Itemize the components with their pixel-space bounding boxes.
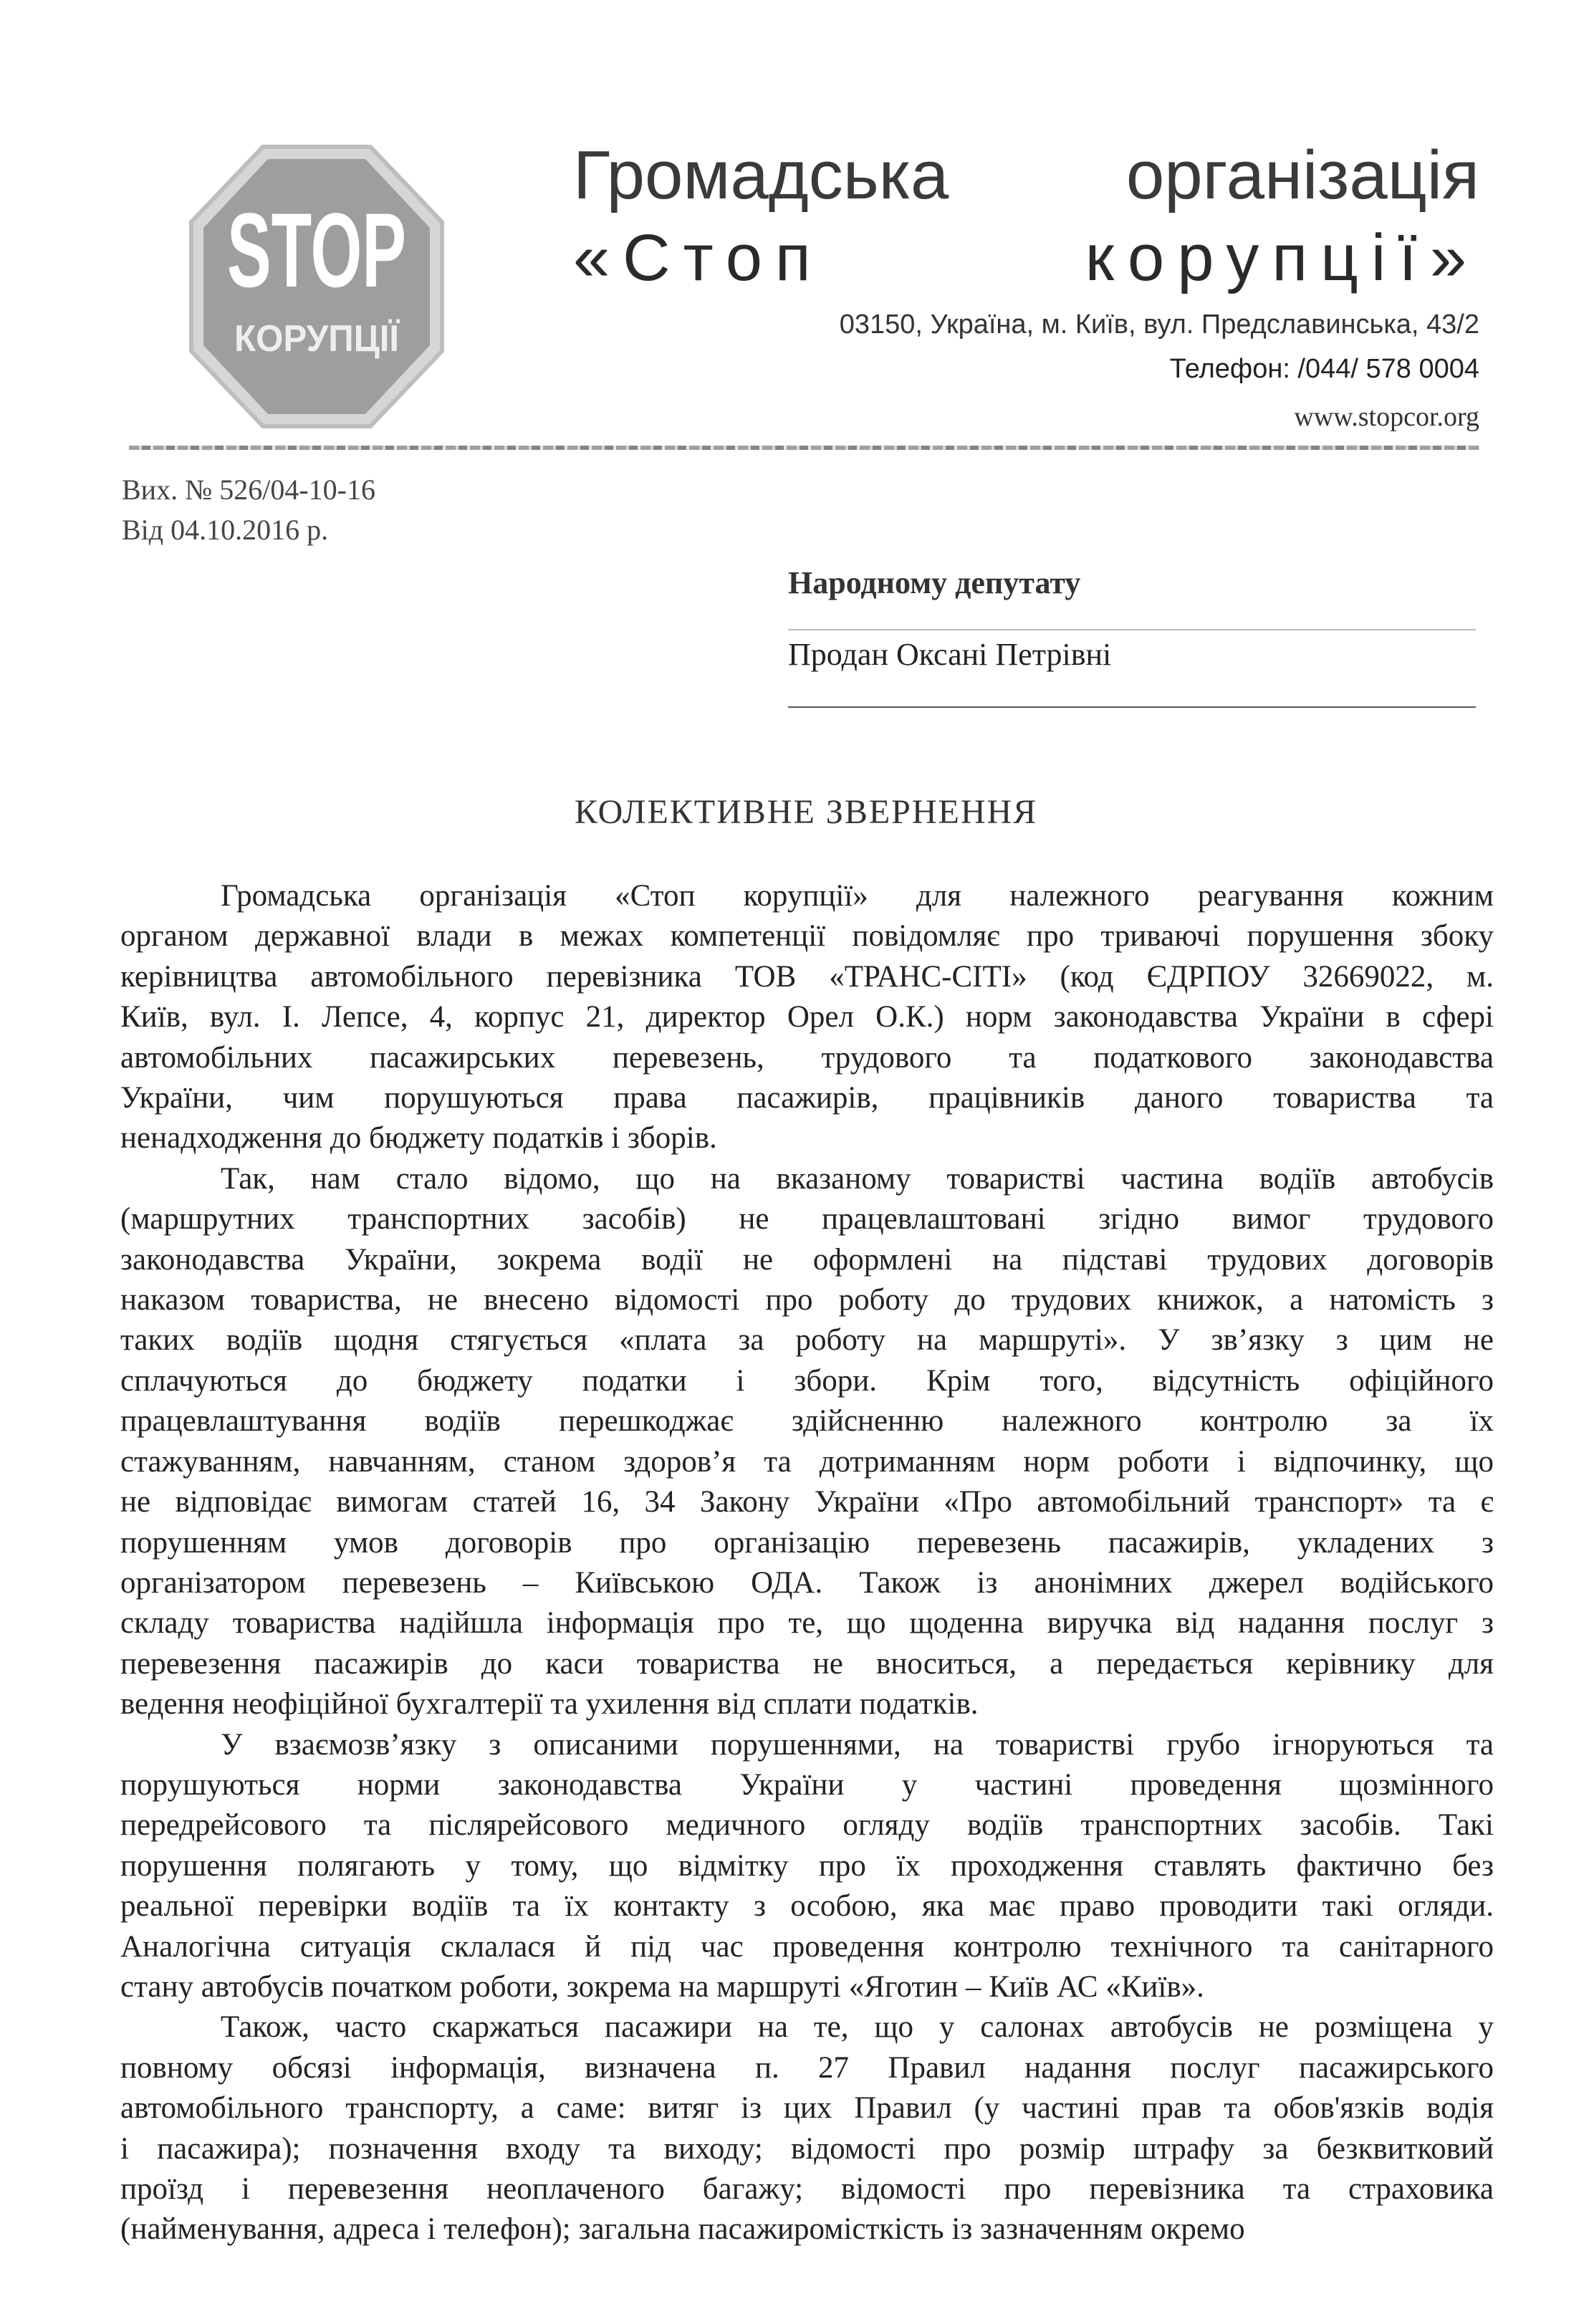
paragraph-line: стажуванням, навчанням, станом здоров’я та дотриманням норм роботи і відпочинку, що bbox=[120, 1444, 1494, 1479]
paragraph-line: сплачуються до бюджету податки і збори. Крім того, відсутність офіційного bbox=[120, 1363, 1494, 1398]
stop-corruption-logo bbox=[188, 143, 446, 430]
outgoing-number: Вих. № 526/04-10-16 bbox=[122, 474, 376, 506]
org-phone: Телефон: /044/ 578 0004 bbox=[1169, 354, 1479, 384]
paragraph-line: Київ, вул. І. Лепсе, 4, корпус 21, директор Орел О.К.) норм законодавства України в сфері bbox=[120, 1000, 1494, 1034]
paragraph-line: керівництва автомобільного перевізника ТОВ «ТРАНС-СІТІ» (код ЄДРПОУ 32669022, м. bbox=[120, 959, 1494, 994]
paragraph-line: реальної перевірки водіїв та їх контакту з особою, яка має право проводити такі огляди. bbox=[120, 1889, 1494, 1924]
paragraph-line: таких водіїв щодня стягується «плата за роботу на маршруті». У зв’язку з цим не bbox=[120, 1323, 1494, 1358]
addressee-name: Продан Оксані Петрівні bbox=[788, 637, 1112, 672]
paragraph-line: (найменування, адреса і телефон); загальна пасажиромісткість із зазначенням окремо bbox=[120, 2212, 1245, 2247]
paragraph bbox=[120, 2007, 1494, 2249]
org-title: Громадська організація bbox=[573, 137, 1479, 213]
paragraph-line: не відповідає вимогам статей 16, 34 Закону України «Про автомобільний транспорт» та є bbox=[120, 1485, 1494, 1519]
paragraph-line: автомобільного транспорту, а саме: витяг із цих Правил (у частині прав та обов'язків водія bbox=[120, 2091, 1494, 2126]
svg-text:STOP: STOP bbox=[227, 191, 406, 310]
document-title: КОЛЕКТИВНЕ ЗВЕРНЕННЯ bbox=[574, 793, 1038, 831]
paragraph-line: законодавства України, зокрема водії не оформлені на підставі трудових договорів bbox=[120, 1242, 1494, 1277]
addressee-title: Народному депутату bbox=[788, 565, 1081, 600]
paragraph-line: України, чим порушуються права пасажирів, працівників даного товариства та bbox=[120, 1081, 1494, 1115]
paragraph-line: Так, нам стало відомо, що на вказаному товаристві частина водіїв автобусів bbox=[221, 1161, 1494, 1196]
addressee-underline bbox=[788, 706, 1476, 708]
paragraph-line: передрейсового та післярейсового медичного огляду водіїв транспортних засобів. Такі bbox=[120, 1808, 1494, 1843]
paragraph-line: Аналогічна ситуація склалася й під час проведення контролю технічного та санітарного bbox=[120, 1929, 1494, 1964]
paragraph-line: У взаємозв’язку з описаними порушеннями, на товаристві грубо ігноруються та bbox=[221, 1727, 1494, 1762]
paragraph-line: стану автобусів початком роботи, зокрема на маршруті «Яготин – Київ АС «Київ». bbox=[120, 1969, 1204, 2004]
paragraph bbox=[120, 1725, 1494, 2008]
paragraph-line: автомобільних пасажирських перевезень, трудового та податкового законодавства bbox=[120, 1040, 1494, 1075]
paragraph-line: перевезення пасажирів до каси товариства не вноситься, а передається керівнику для bbox=[120, 1646, 1494, 1681]
paragraph-line: Також, часто скаржаться пасажири на те, що у салонах автобусів не розміщена у bbox=[221, 2010, 1494, 2045]
paragraph-line: ведення неофіційної бухгалтерії та ухилення від сплати податків. bbox=[120, 1687, 979, 1722]
paragraph-line: організатором перевезень – Київською ОДА. Також із анонімних джерел водійського bbox=[120, 1565, 1494, 1600]
letter-body bbox=[120, 876, 1494, 2250]
paragraph-line: (маршрутних транспортних засобів) не працевлаштовані згідно вимог трудового bbox=[120, 1202, 1494, 1237]
svg-text:КОРУПЦІЇ: КОРУПЦІЇ bbox=[234, 318, 400, 360]
paragraph-line: порушення полягають у тому, що відмітку про їх проходження ставлять фактично без bbox=[120, 1848, 1494, 1883]
paragraph bbox=[120, 876, 1494, 1159]
outgoing-date: Від 04.10.2016 р. bbox=[122, 514, 329, 546]
paragraph-line: ненадходження до бюджету податків і зборів. bbox=[120, 1121, 717, 1156]
paragraph bbox=[120, 1159, 1494, 1725]
addressee-underline bbox=[788, 629, 1476, 630]
paragraph-line: наказом товариства, не внесено відомості про роботу до трудових книжок, а натомість з bbox=[120, 1283, 1494, 1317]
org-website: www.stopcor.org bbox=[1294, 402, 1479, 432]
paragraph-line: складу товариства надійшла інформація про те, що щоденна виручка від надання послуг з bbox=[120, 1606, 1494, 1641]
paragraph-line: працевлаштування водіїв перешкоджає здійсненню належного контролю за їх bbox=[120, 1404, 1494, 1439]
paragraph-line: Громадська організація «Стоп корупції» для належного реагування кожним bbox=[221, 879, 1494, 913]
paragraph-line: і пасажира); позначення входу та виходу; відомості про розмір штрафу за безквитковий bbox=[120, 2131, 1494, 2166]
org-address: 03150, Україна, м. Київ, вул. Предславинська, 43/2 bbox=[839, 309, 1479, 340]
paragraph-line: органом державної влади в межах компетенції повідомляє про триваючі порушення збоку bbox=[120, 919, 1494, 954]
paragraph-line: порушенням умов договорів про організацію перевезень пасажирів, укладених з bbox=[120, 1525, 1494, 1560]
org-name: «Стоп корупції» bbox=[573, 221, 1479, 294]
paragraph-line: проїзд і перевезення неоплаченого багажу; відомості про перевізника та страховика bbox=[120, 2172, 1494, 2206]
paragraph-line: порушуються норми законодавства України у частині проведення щозмінного bbox=[120, 1767, 1494, 1802]
letterhead-divider bbox=[129, 446, 1479, 450]
paragraph-line: повному обсязі інформація, визначена п. 27 Правил надання послуг пасажирського bbox=[120, 2050, 1494, 2085]
